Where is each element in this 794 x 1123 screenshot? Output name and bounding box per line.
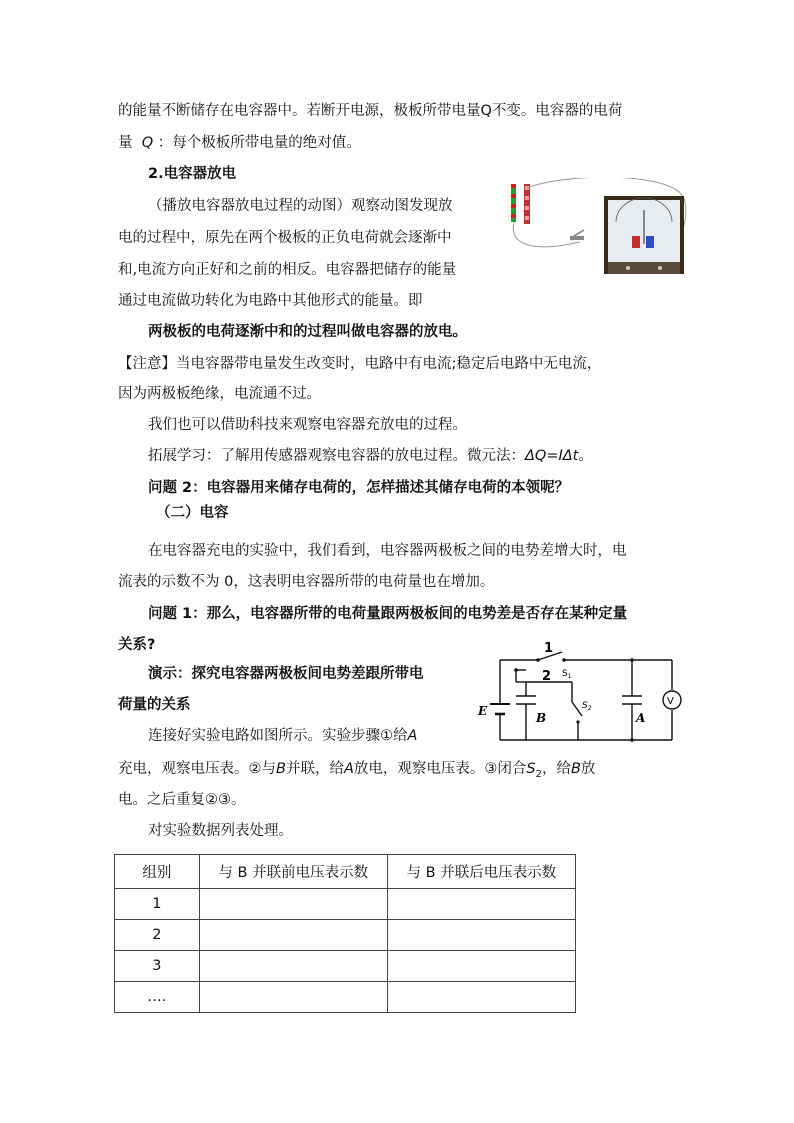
note-line2: 因为两极板绝缘，电流通不过。 xyxy=(118,386,321,402)
circuit-label-2: 2 xyxy=(542,669,552,684)
data-table xyxy=(114,854,576,1013)
table-cell[interactable] xyxy=(387,889,575,920)
circuit-label-b: B xyxy=(536,711,547,725)
capacitance-para-line1: 在电容器充电的实验中，我们看到，电容器两极板之间的电势差增大时，电 xyxy=(148,543,627,559)
galvanometer-icon xyxy=(604,196,684,274)
table-row xyxy=(115,982,576,1013)
table-header-before: 与 B 并联前电压表示数 xyxy=(199,855,387,889)
table-cell[interactable] xyxy=(199,920,387,951)
steps-line3: 电。之后重复②③。 xyxy=(118,792,246,808)
table-cell: 2 xyxy=(115,920,200,951)
capacitor-discharge-figure xyxy=(500,178,688,278)
table-cell[interactable] xyxy=(387,951,575,982)
question1-line1: 问题 1：那么，电容器所带的电荷量跟两极板间的电势差是否存在某种定量 xyxy=(148,606,628,622)
table-row xyxy=(115,889,576,920)
table-header-row xyxy=(115,855,576,889)
table-header-group: 组别 xyxy=(115,855,200,889)
table-cell[interactable] xyxy=(199,982,387,1013)
steps-line1: 连接好实验电路如图所示。实验步骤①给A xyxy=(148,728,418,744)
demo-line2: 荷量的关系 xyxy=(118,697,191,713)
tech-line: 我们也可以借助科技来观察电容器充放电的过程。 xyxy=(148,417,467,433)
discharge-heading: 2.电容器放电 xyxy=(148,166,237,182)
circuit-label-1: 1 xyxy=(544,641,554,656)
extend-line: 拓展学习：了解用传感器观察电容器的放电过程。微元法：ΔQ=IΔt。 xyxy=(148,448,593,464)
table-row xyxy=(115,951,576,982)
circuit-label-a: A xyxy=(636,711,646,725)
table-cell[interactable] xyxy=(387,920,575,951)
circuit-diagram xyxy=(470,640,692,748)
circuit-label-e: E xyxy=(478,704,488,718)
circuit-label-s1: $S_1$ xyxy=(562,669,572,680)
table-cell: …. xyxy=(115,982,200,1013)
note-line1: 【注意】当电容器带电量发生改变时，电路中有电流;稳定后电路中无电流， xyxy=(118,356,602,372)
circuit-label-s2: $S_2$ xyxy=(582,701,592,712)
table-header-after: 与 B 并联后电压表示数 xyxy=(387,855,575,889)
demo-line1: 演示：探究电容器两极板间电势差跟所带电 xyxy=(148,666,424,682)
charging-text-line1: 的能量不断储存在电容器中。若断开电源，极板所带电量Q不变。电容器的电荷 xyxy=(118,103,623,119)
question2: 问题 2：电容器用来储存电荷的，怎样描述其储存电荷的本领呢？ xyxy=(148,480,570,496)
table-cell: 3 xyxy=(115,951,200,982)
section-heading: （二）电容 xyxy=(156,505,229,521)
question1-line2: 关系? xyxy=(118,637,156,653)
discharge-definition: 两极板的电荷逐渐中和的过程叫做电容器的放电。 xyxy=(148,324,467,340)
table-cell[interactable] xyxy=(199,889,387,920)
capacitance-para-line2: 流表的示数不为 0，这表明电容器所带的电荷量也在增加。 xyxy=(118,574,495,590)
discharge-para-line4: 通过电流做功转化为电路中其他形式的能量。即 xyxy=(118,293,423,309)
capacitor-plates-icon xyxy=(511,184,530,224)
table-cell[interactable] xyxy=(387,982,575,1013)
discharge-para-line3: 和,电流方向正好和之前的相反。电容器把储存的能量 xyxy=(118,262,457,278)
voltmeter-icon: V xyxy=(667,696,674,707)
table-intro: 对实验数据列表处理。 xyxy=(148,823,293,839)
discharge-para-line2: 电的过程中，原先在两个极板的正负电荷就会逐渐中 xyxy=(118,230,452,246)
table-cell: 1 xyxy=(115,889,200,920)
steps-line2: 充电，观察电压表。②与B并联，给A放电，观察电压表。③闭合$S_2$，给B放 xyxy=(118,761,596,780)
table-row xyxy=(115,920,576,951)
charging-text-line2: 量 Q ：每个极板所带电量的绝对值。 xyxy=(118,135,361,151)
discharge-para-line1: （播放电容器放电过程的动图）观察动图发现放 xyxy=(148,198,453,214)
table-cell[interactable] xyxy=(199,951,387,982)
